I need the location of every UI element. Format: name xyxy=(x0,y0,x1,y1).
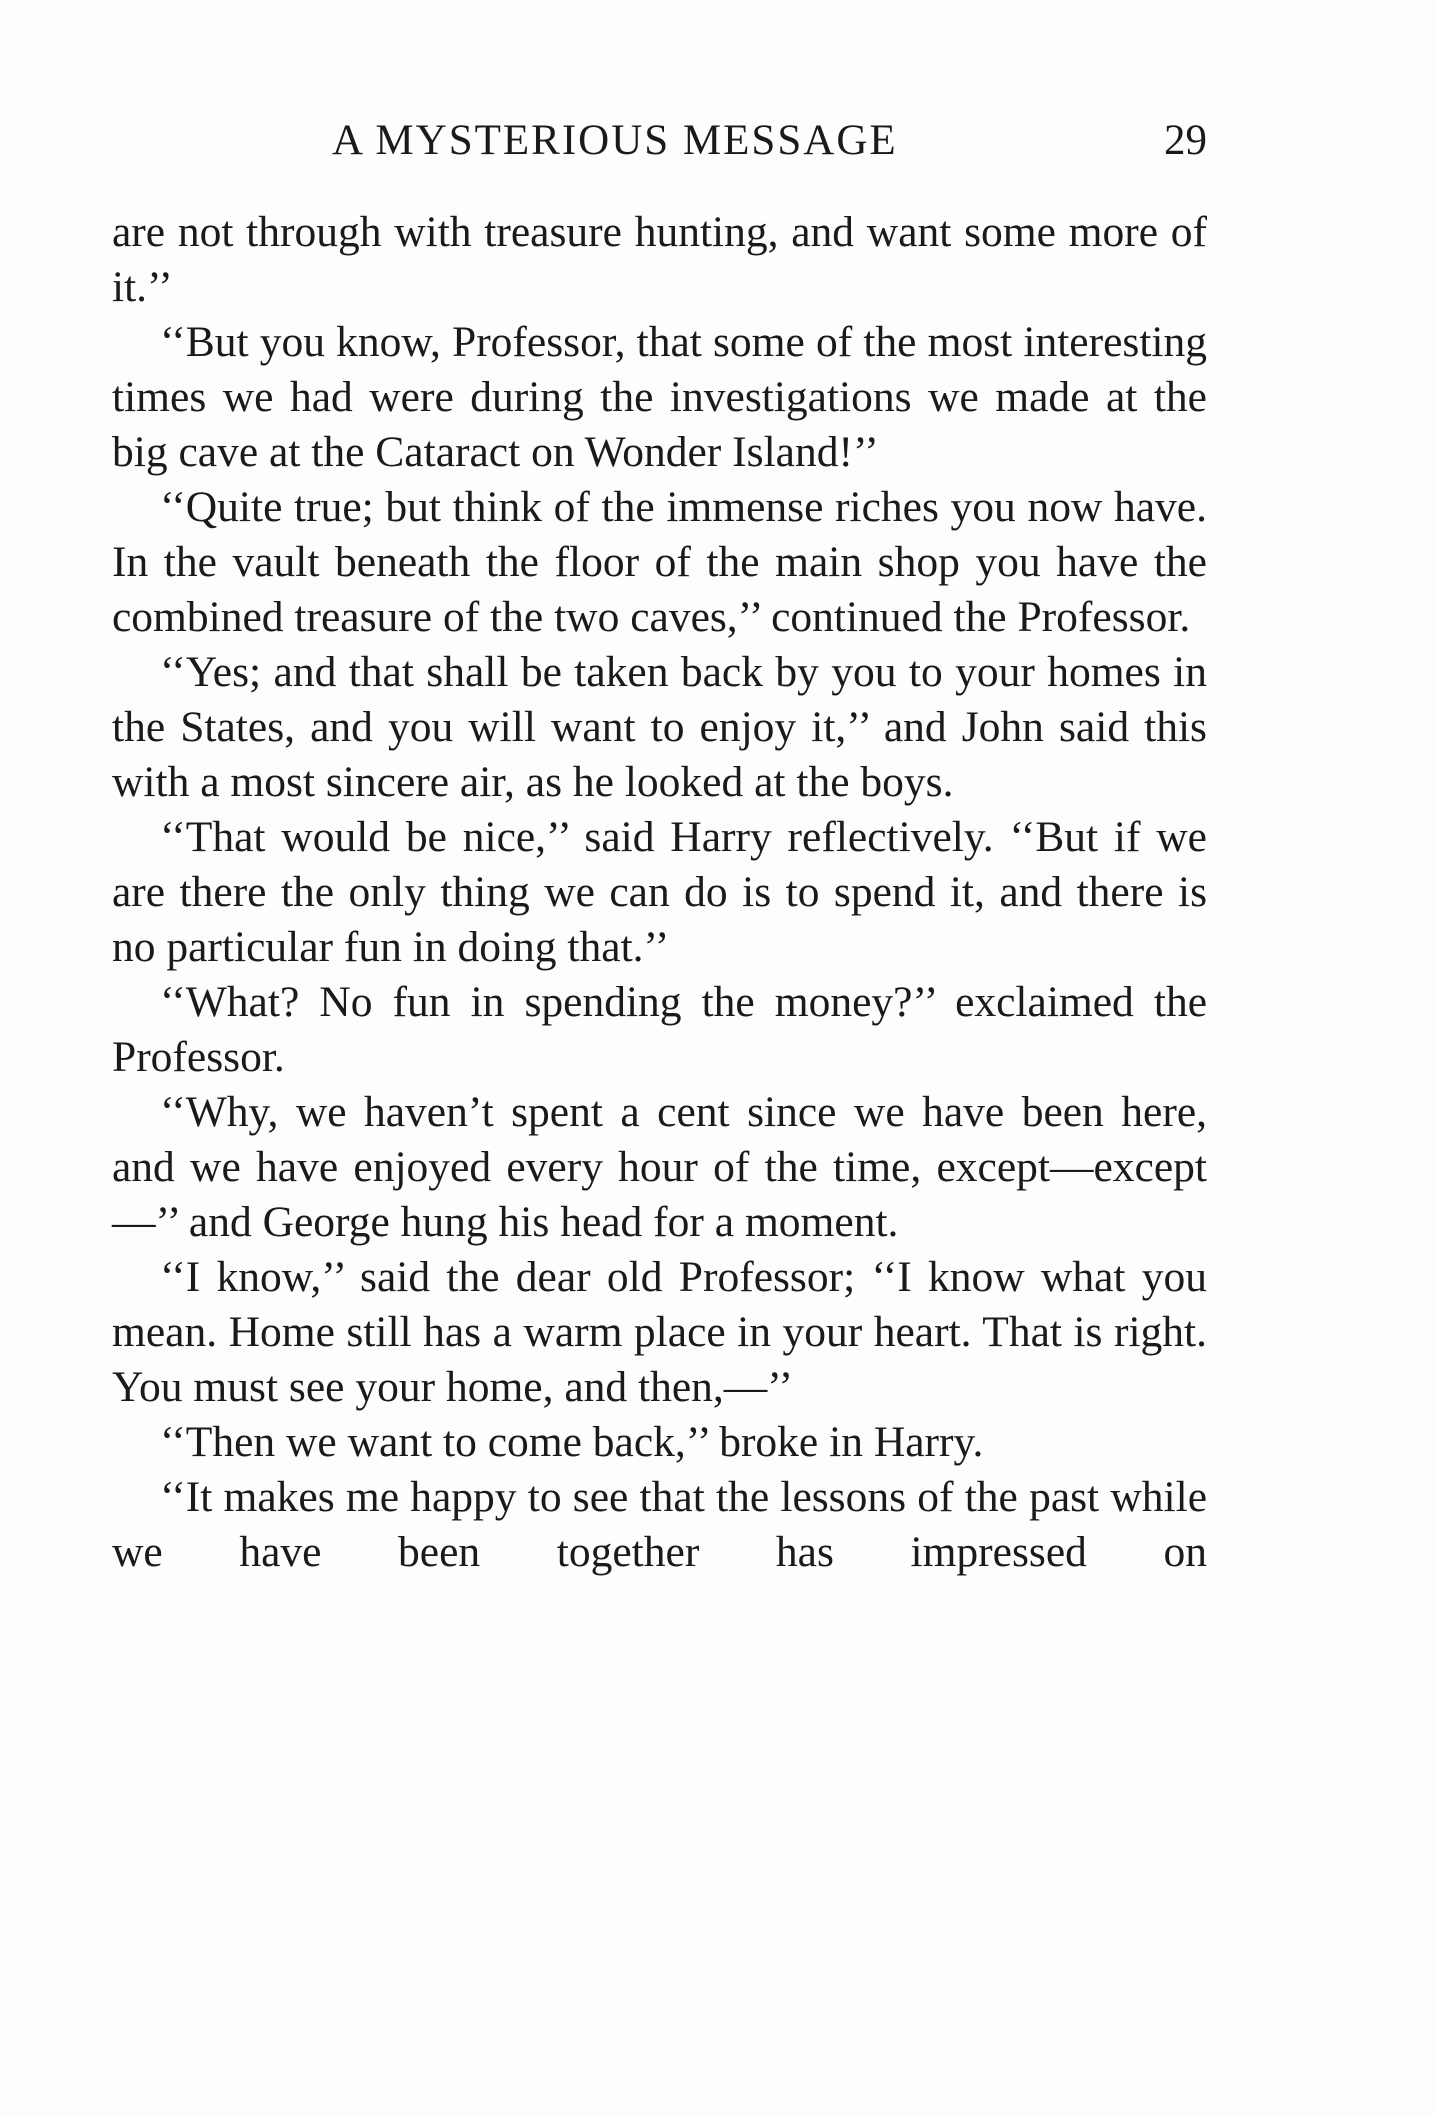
paragraph: ‘‘It makes me happy to see that the lessons of the past while we have been together has impressed on xyxy=(112,1473,1207,1576)
paragraph: ‘‘But you know, Professor, that some of the most interesting times we had were during the investigations we made at the big cave at the Cataract on Wonder Island!’’ xyxy=(112,318,1207,476)
running-header xyxy=(112,116,1207,176)
paragraph: ‘‘Why, we haven’t spent a cent since we have been here, and we have enjoyed every hour of the time, except—except—’’ and George hung his head for a moment. xyxy=(112,1088,1207,1246)
paragraph: ‘‘Yes; and that shall be taken back by you to your homes in the States, and you will want to enjoy it,’’ and John said this with a most sincere air, as he looked at the boys. xyxy=(112,648,1207,806)
paragraph: are not through with treasure hunting, and want some more of it.’’ xyxy=(112,208,1207,311)
page-number: 29 xyxy=(1164,117,1207,164)
paragraph: ‘‘That would be nice,’’ said Harry reflectively. ‘‘But if we are there the only thing we can do is to spend it, and there is no particular fun in doing that.’’ xyxy=(112,813,1207,971)
body-text xyxy=(112,205,1207,1580)
paragraph: ‘‘What? No fun in spending the money?’’ exclaimed the Professor. xyxy=(112,978,1207,1081)
paragraph: ‘‘Then we want to come back,’’ broke in Harry. xyxy=(160,1418,984,1466)
paragraph: ‘‘Quite true; but think of the immense riches you now have. In the vault beneath the floor of the main shop you have the combined treasure of the two caves,’’ continued the Professor. xyxy=(112,483,1207,641)
chapter-title: A MYSTERIOUS MESSAGE xyxy=(332,117,898,164)
paragraph: ‘‘I know,’’ said the dear old Professor; ‘‘I know what you mean. Home still has a warm place in your heart. That is right. You must see your home, and then,—’’ xyxy=(112,1253,1207,1411)
